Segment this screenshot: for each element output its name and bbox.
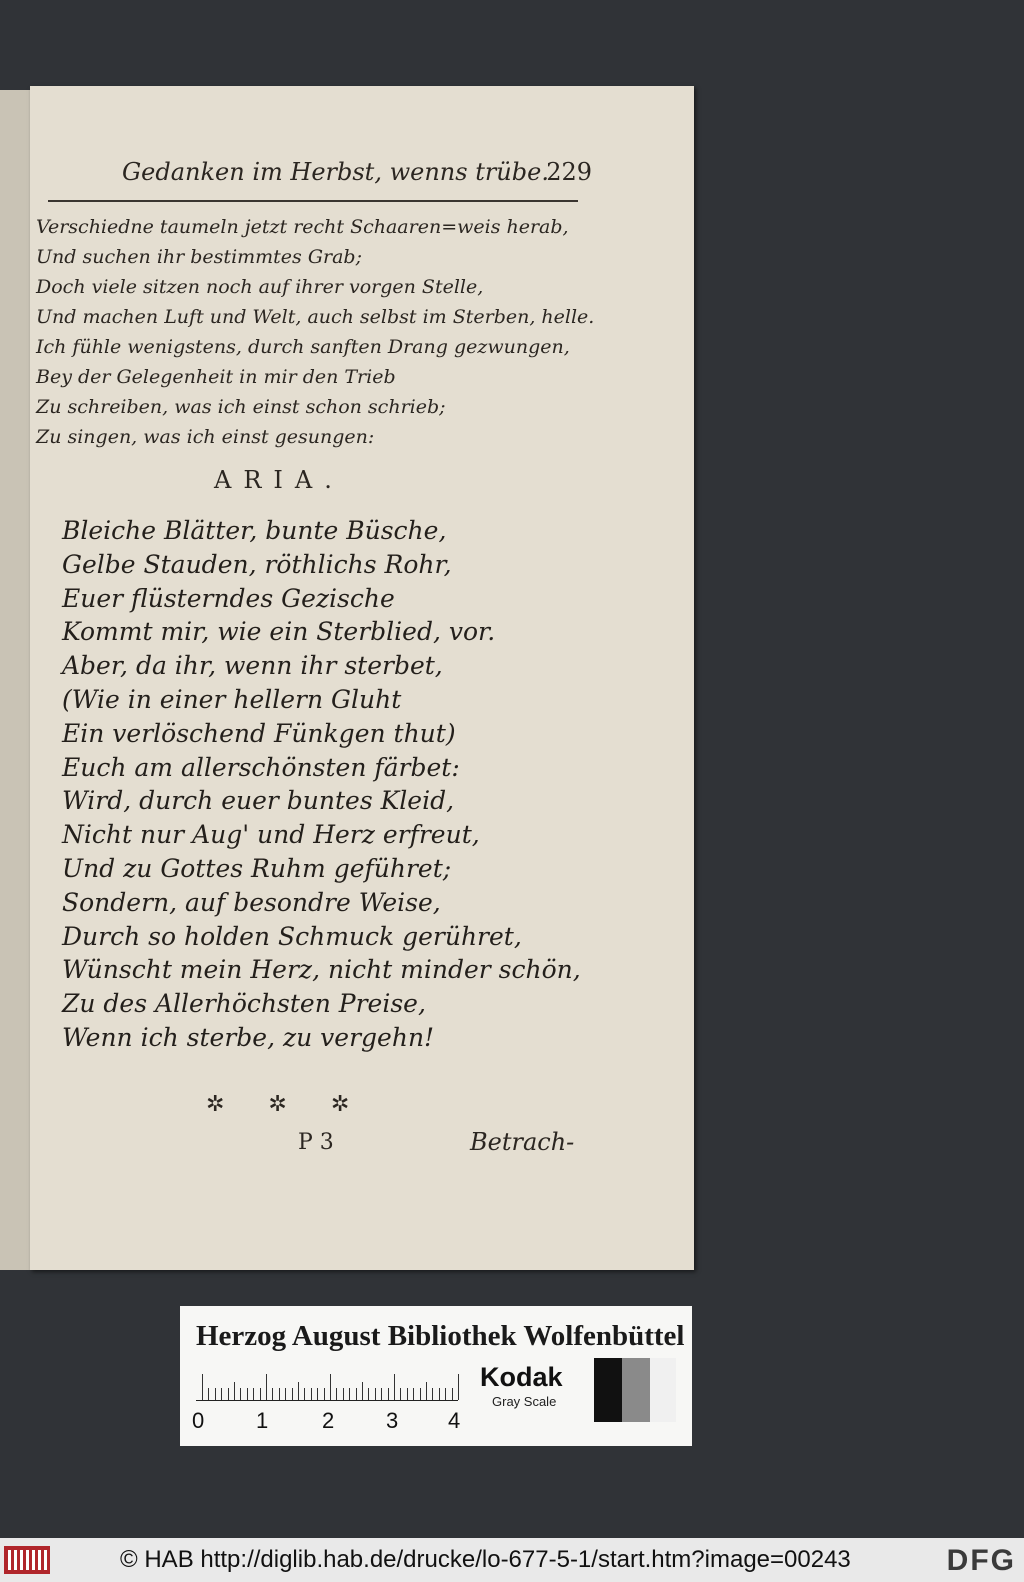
verse-line: (Wie in einer hellern Gluht: [62, 684, 402, 714]
ruler-tick: [362, 1382, 363, 1400]
ruler-tick: [304, 1388, 305, 1400]
color-calibration-card: [180, 1306, 692, 1446]
book-page: [30, 86, 694, 1270]
ruler-tick: [285, 1388, 286, 1400]
verse-line: Wünscht mein Herz, nicht minder schön,: [62, 955, 581, 985]
ornament-stars: ✲✲✲: [206, 1092, 394, 1117]
ruler-tick: [253, 1388, 254, 1400]
ruler-tick: [234, 1382, 235, 1400]
ruler-tick: [266, 1374, 267, 1400]
ruler-tick: [400, 1388, 401, 1400]
verse-line: Aber, da ihr, wenn ihr sterbet,: [62, 651, 443, 681]
ruler-tick: [292, 1388, 293, 1400]
ruler-tick: [272, 1388, 273, 1400]
previous-page-edge: [0, 90, 30, 1270]
gray-patch-white: [650, 1358, 676, 1422]
verse-line: Ein verlöschend Fünkgen thut): [62, 718, 456, 748]
intro-line: Ich fühle wenigstens, durch sanften Drang gezwungen,: [36, 336, 570, 358]
gray-scale-label: Gray Scale: [492, 1394, 557, 1409]
verse-line: Und zu Gottes Ruhm geführet;: [62, 853, 452, 883]
ruler-baseline: [196, 1400, 458, 1401]
ruler-tick: [240, 1388, 241, 1400]
verse-line: Kommt mir, wie ein Sterblied, vor.: [62, 617, 496, 647]
running-title: Gedanken im Herbst, wenns trübe.: [122, 158, 549, 186]
ruler-tick: [298, 1382, 299, 1400]
ruler-tick: [394, 1374, 395, 1400]
intro-line: Doch viele sitzen noch auf ihrer vorgen Stelle,: [36, 276, 484, 298]
intro-stanza: [36, 212, 596, 452]
signature-mark: P 3: [298, 1130, 334, 1155]
footer-bar: [0, 1538, 1024, 1582]
ruler-tick: [439, 1388, 440, 1400]
ruler-tick: [208, 1388, 209, 1400]
ruler-tick: [202, 1374, 203, 1400]
ruler-tick: [221, 1388, 222, 1400]
intro-line: Verschiedne taumeln jetzt recht Schaaren=weis herab,: [36, 216, 569, 238]
ruler-tick: [260, 1388, 261, 1400]
verse-line: Nicht nur Aug' und Herz erfreut,: [62, 820, 480, 850]
ruler-tick: [381, 1388, 382, 1400]
ruler-tick: [356, 1388, 357, 1400]
ruler-tick: [432, 1388, 433, 1400]
verse-line: Bleiche Blätter, bunte Büsche,: [62, 516, 447, 545]
gray-patch-mid: [622, 1358, 650, 1422]
ruler-tick: [413, 1388, 414, 1400]
ruler-tick: [445, 1388, 446, 1400]
verse-line: Durch so holden Schmuck gerühret,: [62, 921, 522, 951]
ruler-tick: [336, 1388, 337, 1400]
aria-heading: ARIA.: [214, 466, 344, 494]
hab-logo-icon: [4, 1546, 50, 1574]
verse-line: Gelbe Stauden, röthlichs Rohr,: [62, 549, 452, 579]
ruler-tick: [343, 1388, 344, 1400]
intro-line: Zu singen, was ich einst gesungen:: [36, 426, 375, 448]
ruler-tick: [407, 1388, 408, 1400]
source-url-link[interactable]: © HAB http://diglib.hab.de/drucke/lo-677-5-1/start.htm?image=00243: [120, 1546, 851, 1573]
page-number: 229: [546, 158, 592, 186]
ruler-tick: [279, 1388, 280, 1400]
intro-line: Und suchen ihr bestimmtes Grab;: [36, 246, 362, 268]
ruler-tick: [388, 1388, 389, 1400]
ruler-label: 2: [322, 1408, 335, 1433]
page-header: [122, 158, 592, 194]
ruler-label: 1: [256, 1408, 269, 1433]
intro-line: Und machen Luft und Welt, auch selbst im Sterben, helle.: [36, 306, 595, 328]
ruler-tick: [247, 1388, 248, 1400]
ruler-tick: [426, 1382, 427, 1400]
ruler-tick: [311, 1388, 312, 1400]
verse-line: Wenn ich sterbe, zu vergehn!: [62, 1022, 435, 1052]
catchword: Betrach-: [470, 1128, 575, 1156]
ruler-tick: [324, 1388, 325, 1400]
ruler-label: 4: [448, 1408, 461, 1433]
intro-line: Bey der Gelegenheit in mir den Trieb: [36, 366, 396, 388]
gray-patch-black: [594, 1358, 622, 1422]
verse-line: Wird, durch euer buntes Kleid,: [62, 786, 455, 816]
ruler-labels: [180, 1408, 470, 1434]
ruler-label: 0: [192, 1408, 205, 1433]
kodak-logo: Kodak: [480, 1362, 563, 1392]
verse-line: Euer flüsterndes Gezische: [62, 583, 395, 613]
ruler-tick: [317, 1388, 318, 1400]
ruler-tick: [368, 1388, 369, 1400]
ruler-tick: [375, 1388, 376, 1400]
ruler-tick: [330, 1374, 331, 1400]
dfg-logo: DFG: [946, 1544, 1016, 1577]
ruler-tick: [228, 1388, 229, 1400]
ruler-tick: [452, 1388, 453, 1400]
verse-line: Zu des Allerhöchsten Preise,: [62, 989, 426, 1019]
ruler-tick: [215, 1388, 216, 1400]
ruler-tick: [349, 1388, 350, 1400]
ruler-label: 3: [386, 1408, 399, 1433]
intro-line: Zu schreiben, was ich einst schon schrieb;: [36, 396, 446, 418]
scale-ruler: [196, 1374, 458, 1400]
library-name: Herzog August Bibliothek Wolfenbüttel: [196, 1320, 685, 1352]
verse-line: Sondern, auf besondre Weise,: [62, 887, 441, 917]
ruler-tick: [458, 1374, 459, 1400]
ruler-tick: [420, 1388, 421, 1400]
aria-verse: [62, 514, 582, 1055]
verse-line: Euch am allerschönsten färbet:: [62, 752, 460, 782]
header-rule: [48, 200, 578, 202]
